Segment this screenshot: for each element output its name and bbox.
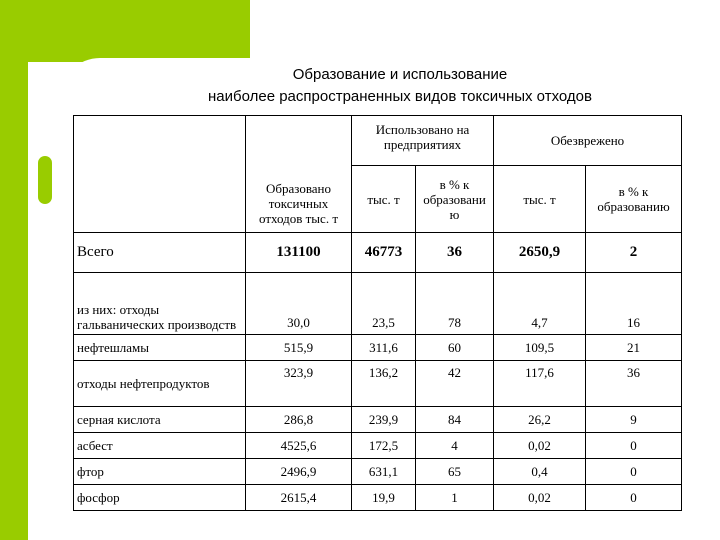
row-neutralized: 0,4	[494, 459, 586, 485]
table-row	[74, 433, 682, 459]
header-neutralized: Обезврежено	[494, 116, 682, 166]
row-neutralized-pct: 0	[586, 433, 682, 459]
slide-title	[150, 64, 650, 108]
row-neutralized: 117,6	[494, 361, 586, 407]
table-row	[74, 361, 682, 407]
row-used-pct: 1	[416, 485, 494, 511]
header-neutralized-thousand-t: тыс. т	[494, 166, 586, 233]
title-line-2: наиболее распространенных видов токсичных отходов	[208, 88, 592, 105]
row-neutralized-pct: 9	[586, 407, 682, 433]
header-row-1	[74, 116, 682, 166]
green-accent-pill	[38, 156, 52, 204]
row-used: 172,5	[352, 433, 416, 459]
table-row	[74, 273, 682, 335]
table-row	[74, 335, 682, 361]
row-neutralized-pct: 0	[586, 485, 682, 511]
row-used-pct: 84	[416, 407, 494, 433]
row-neutralized: 0,02	[494, 485, 586, 511]
header-formed: Образовано токсичных отходов тыс. т	[246, 116, 352, 233]
row-used-pct: 78	[416, 273, 494, 335]
header-used: Использовано на предприятиях	[352, 116, 494, 166]
row-used-pct: 65	[416, 459, 494, 485]
row-formed: 286,8	[246, 407, 352, 433]
row-used: 631,1	[352, 459, 416, 485]
row-neutralized-pct: 21	[586, 335, 682, 361]
row-neutralized-pct: 0	[586, 459, 682, 485]
table-row	[74, 459, 682, 485]
total-row	[74, 233, 682, 273]
row-used: 23,5	[352, 273, 416, 335]
table-row	[74, 407, 682, 433]
row-used: 19,9	[352, 485, 416, 511]
row-name: фтор	[74, 459, 246, 485]
total-name: Всего	[74, 233, 246, 273]
row-name: из них: отходы гальванических производств	[74, 273, 246, 335]
row-formed: 515,9	[246, 335, 352, 361]
row-neutralized: 109,5	[494, 335, 586, 361]
row-name: нефтешламы	[74, 335, 246, 361]
row-neutralized: 0,02	[494, 433, 586, 459]
row-neutralized-pct: 16	[586, 273, 682, 335]
row-neutralized: 26,2	[494, 407, 586, 433]
row-formed: 2615,4	[246, 485, 352, 511]
header-empty-cell	[74, 116, 246, 233]
green-side-bar	[0, 0, 28, 540]
header-neutralized-pct: в % к образованию	[586, 166, 682, 233]
row-used-pct: 4	[416, 433, 494, 459]
row-name: фосфор	[74, 485, 246, 511]
row-formed: 323,9	[246, 361, 352, 407]
total-formed: 131100	[246, 233, 352, 273]
header-used-pct: в % к образовани ю	[416, 166, 494, 233]
title-line-1: Образование и использование	[292, 66, 508, 83]
row-name: отходы нефтепродуктов	[74, 361, 246, 407]
row-formed: 2496,9	[246, 459, 352, 485]
row-used: 311,6	[352, 335, 416, 361]
row-used-pct: 60	[416, 335, 494, 361]
row-used-pct: 42	[416, 361, 494, 407]
row-neutralized-pct: 36	[586, 361, 682, 407]
row-name: серная кислота	[74, 407, 246, 433]
header-used-thousand-t: тыс. т	[352, 166, 416, 233]
total-neutralized: 2650,9	[494, 233, 586, 273]
total-neutralized-pct: 2	[586, 233, 682, 273]
waste-table	[73, 115, 682, 511]
row-used: 239,9	[352, 407, 416, 433]
total-used: 46773	[352, 233, 416, 273]
row-neutralized: 4,7	[494, 273, 586, 335]
row-used: 136,2	[352, 361, 416, 407]
green-top-bar	[0, 0, 250, 62]
row-formed: 30,0	[246, 273, 352, 335]
row-formed: 4525,6	[246, 433, 352, 459]
row-name: асбест	[74, 433, 246, 459]
total-used-pct: 36	[416, 233, 494, 273]
table-row	[74, 485, 682, 511]
